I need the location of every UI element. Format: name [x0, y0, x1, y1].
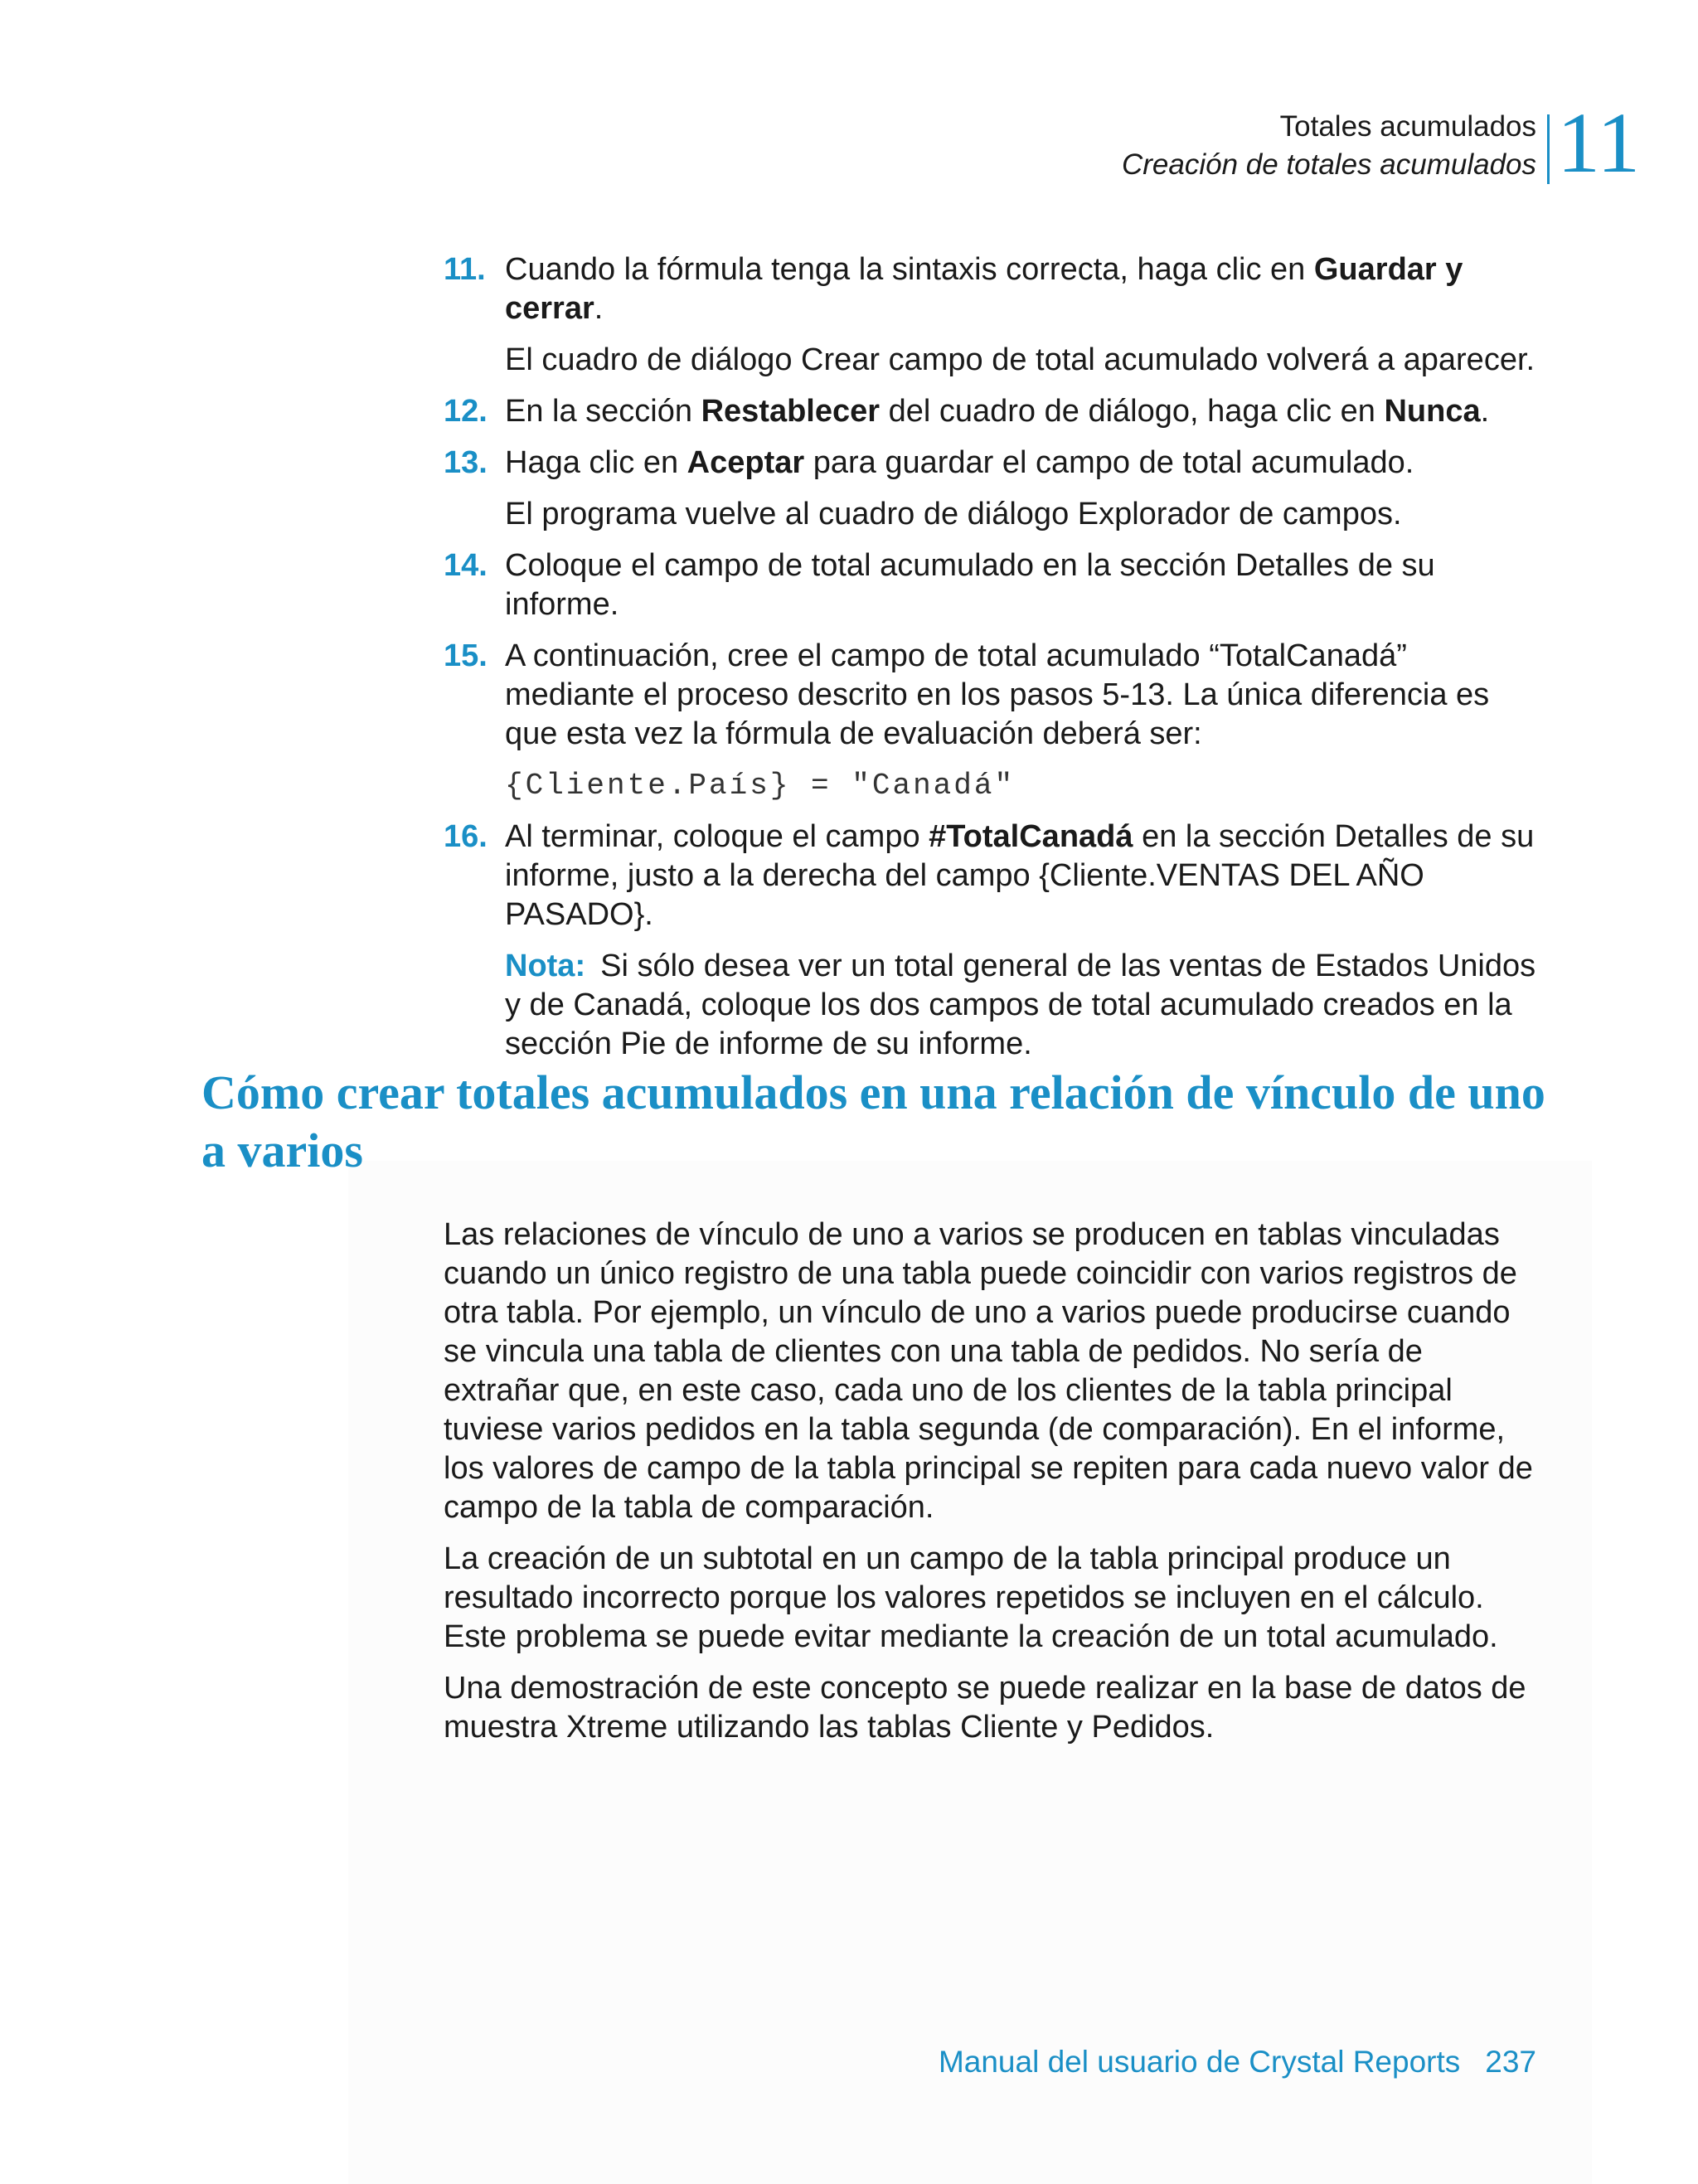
step-text: Haga clic en Aceptar para guardar el campo de total acumulado. — [505, 445, 1414, 480]
running-footer — [939, 2043, 1536, 2081]
header-divider — [1547, 114, 1550, 184]
step-text: Coloque el campo de total acumulado en la sección Detalles de su informe. — [505, 548, 1435, 622]
header-text-block — [1122, 108, 1536, 184]
step-number: 13. — [444, 445, 488, 480]
step-12 — [444, 392, 1538, 431]
step-number: 12. — [444, 394, 488, 429]
body-paragraph: La creación de un subtotal en un campo de la tabla principal produce un resultado incorrecto porque los valores repetidos se incluyen en el cálculo. Este problema se puede evitar mediante la creación de un total acumulado. — [444, 1541, 1498, 1654]
step-16 — [444, 818, 1538, 1064]
note-label: Nota: — [505, 949, 586, 983]
note — [505, 947, 1538, 1064]
step-text: En la sección Restablecer del cuadro de diálogo, haga clic en Nunca. — [505, 394, 1490, 429]
header-section-title: Creación de totales acumulados — [1121, 148, 1536, 181]
step-result-text: El cuadro de diálogo Crear campo de total acumulado volverá a aparecer. — [505, 342, 1535, 377]
step-14 — [444, 546, 1538, 624]
section-heading: Cómo crear totales acumulados en una relación de vínculo de uno a varios — [201, 1065, 1545, 1177]
step-text: Cuando la fórmula tenga la sintaxis correcta, haga clic en Guardar y cerrar. — [505, 252, 1463, 326]
body-paragraph: Una demostración de este concepto se puede realizar en la base de datos de muestra Xtreme utilizando las tablas Cliente y Pedidos. — [444, 1671, 1526, 1745]
step-text: Al terminar, coloque el campo #TotalCanadá en la sección Detalles de su informe, justo a la derecha del campo {Cliente.VENTAS DEL AÑO PASADO}. — [505, 819, 1535, 932]
step-number: 15. — [444, 638, 488, 673]
step-number: 16. — [444, 819, 488, 854]
manual-title: Manual del usuario de Crystal Reports — [938, 2045, 1461, 2079]
step-number: 14. — [444, 548, 488, 583]
step-text: A continuación, cree el campo de total acumulado “TotalCanadá” mediante el proceso descrito en los pasos 5-13. La única diferencia es que esta vez la fórmula de evaluación deberá ser: — [505, 638, 1490, 751]
step-15 — [444, 637, 1538, 805]
note-text: Si sólo desea ver un total general de las ventas de Estados Unidos y de Canadá, coloque los dos campos de total acumulado creados en la sección Pie de informe de su informe. — [505, 949, 1536, 1061]
header-chapter-title: Totales acumulados — [1279, 110, 1536, 143]
step-number: 11. — [444, 252, 486, 287]
page-number: 237 — [1485, 2045, 1536, 2079]
running-header — [0, 95, 1698, 191]
ui-term: Aceptar — [686, 445, 805, 480]
ui-term: Nunca — [1384, 394, 1481, 429]
step-13 — [444, 444, 1538, 534]
formula-code: {Cliente.País} = "Canadá" — [505, 769, 1016, 803]
chapter-number: 11 — [1557, 95, 1641, 191]
ui-term: #TotalCanadá — [929, 819, 1133, 854]
step-11 — [444, 250, 1538, 380]
section-body — [444, 1216, 1538, 1759]
step-result-text: El programa vuelve al cuadro de diálogo Explorador de campos. — [505, 497, 1402, 531]
ui-term: Guardar y cerrar — [505, 252, 1463, 326]
ui-term: Restablecer — [701, 394, 881, 429]
body-paragraph: Las relaciones de vínculo de uno a varios se producen en tablas vinculadas cuando un único registro de una tabla puede coincidir con varios registros de otra tabla. Por ejemplo, un vínculo de uno a varios puede producirse cuando se vincula una tabla de clientes con una tabla de pedidos. No sería de extrañar que, en este caso, cada uno de los clientes de la tabla principal tuviese varios pedidos en la tabla segunda (de comparación). En el informe, los valores de campo de la tabla principal se repiten para cada nuevo valor de campo de la tabla de comparación. — [444, 1217, 1533, 1525]
procedure-steps — [444, 250, 1538, 1076]
